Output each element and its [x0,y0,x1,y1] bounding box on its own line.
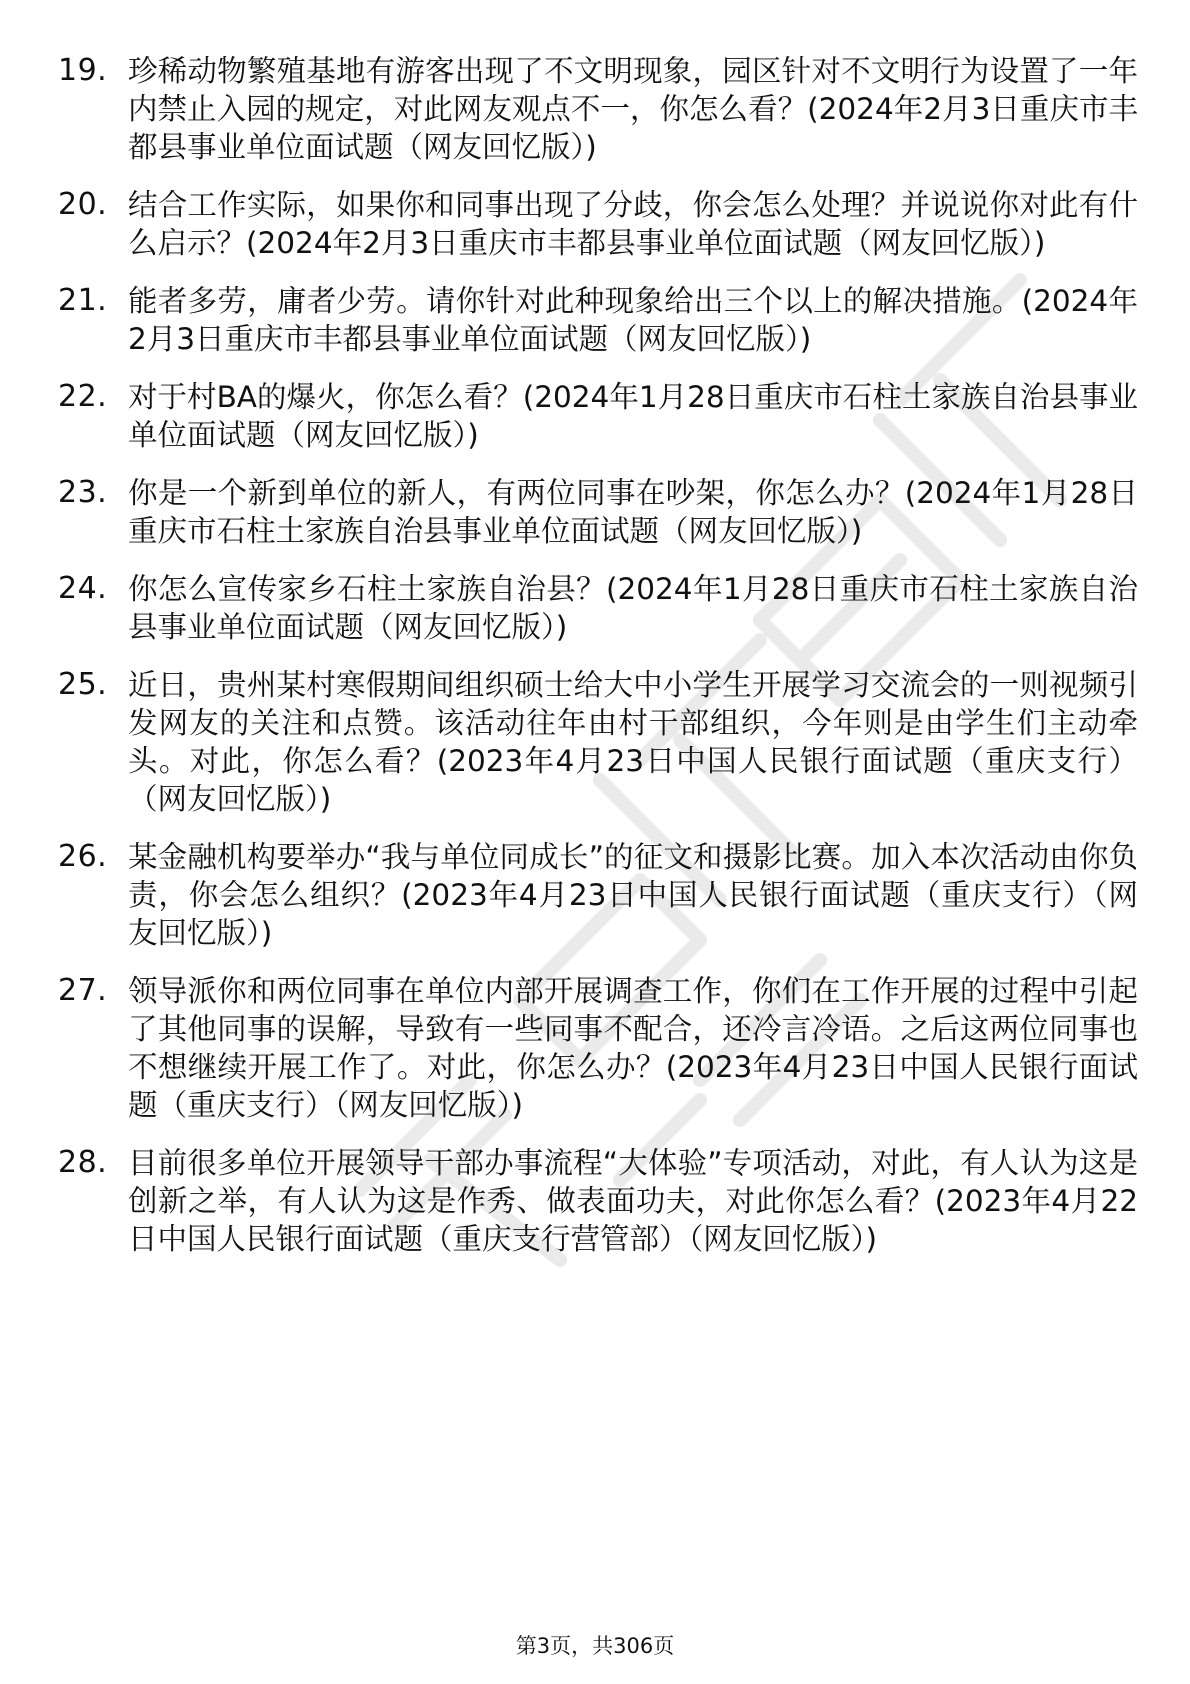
list-item [58,52,1138,166]
list-item [58,378,1138,454]
question-number: 26. [58,839,108,874]
question-text: 领导派你和两位同事在单位内部开展调查工作，你们在工作开展的过程中引起了其他同事的误解，导致有一些同事不配合，还冷言冷语。之后这两位同事也不想继续开展工作了。对此，你怎么办？(2023年4月23日中国人民银行面试题（重庆支行）（网友回忆版）) [128,974,1138,1122]
question-text: 目前很多单位开展领导干部办事流程“大体验”专项活动，对此，有人认为这是创新之举，有人认为这是作秀、做表面功夫，对此你怎么看？(2023年4月22日中国人民银行面试题（重庆支行营管部）（网友回忆版）) [128,1146,1138,1256]
list-item [58,666,1138,818]
question-text: 近日，贵州某村寒假期间组织硕士给大中小学生开展学习交流会的一则视频引发网友的关注和点赞。该活动往年由村干部组织，今年则是由学生们主动牵头。对此，你怎么看？(2023年4月23日中国人民银行面试题（重庆支行）（网友回忆版）) [128,668,1138,816]
list-item [58,838,1138,952]
question-number: 25. [58,667,108,702]
question-text: 对于村BA的爆火，你怎么看？(2024年1月28日重庆市石柱土家族自治县事业单位面试题（网友回忆版）) [128,380,1138,452]
question-text: 你是一个新到单位的新人，有两位同事在吵架，你怎么办？(2024年1月28日重庆市石柱土家族自治县事业单位面试题（网友回忆版）) [128,476,1138,548]
list-item [58,1144,1138,1258]
question-number: 24. [58,571,108,606]
question-text: 你怎么宣传家乡石柱土家族自治县？(2024年1月28日重庆市石柱土家族自治县事业单位面试题（网友回忆版）) [128,572,1138,644]
question-number: 20. [58,187,108,222]
question-text: 结合工作实际，如果你和同事出现了分歧，你会怎么处理？并说说你对此有什么启示？(2024年2月3日重庆市丰都县事业单位面试题（网友回忆版）) [128,188,1138,260]
question-number: 23. [58,475,108,510]
question-number: 27. [58,973,108,1008]
question-number: 28. [58,1145,108,1180]
page-footer: 第3页，共306页 [515,1634,675,1658]
question-text: 能者多劳，庸者少劳。请你针对此种现象给出三个以上的解决措施。(2024年2月3日重庆市丰都县事业单位面试题（网友回忆版）) [128,284,1138,356]
question-number: 19. [58,53,108,88]
question-number: 22. [58,379,108,414]
question-text: 某金融机构要举办“我与单位同成长”的征文和摄影比赛。加入本次活动由你负责，你会怎么组织？(2023年4月23日中国人民银行面试题（重庆支行）（网友回忆版）) [128,840,1138,950]
list-item [58,570,1138,646]
list-item [58,282,1138,358]
question-text: 珍稀动物繁殖基地有游客出现了不文明现象，园区针对不文明行为设置了一年内禁止入园的规定，对此网友观点不一，你怎么看？(2024年2月3日重庆市丰都县事业单位面试题（网友回忆版）) [128,54,1138,164]
question-number: 21. [58,283,108,318]
question-list [58,52,1138,1278]
list-item [58,474,1138,550]
list-item [58,972,1138,1124]
list-item [58,186,1138,262]
